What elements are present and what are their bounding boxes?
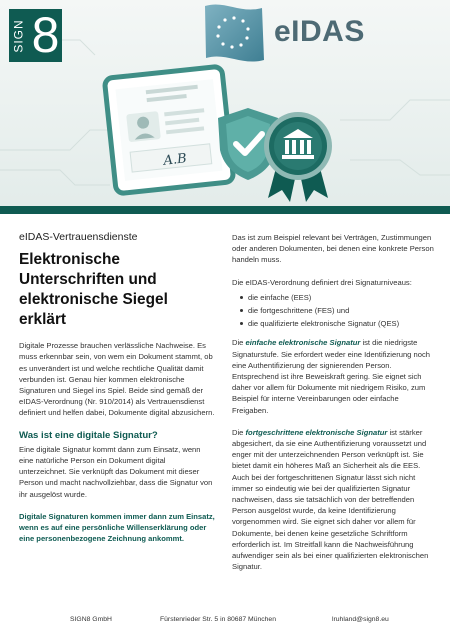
list-item: die einfache (EES): [240, 292, 436, 303]
footer-company: SIGN8 GmbH: [70, 616, 112, 623]
footer: [0, 616, 450, 630]
tablet-document-icon: [104, 66, 233, 194]
footer-address: Fürstenrieder Str. 5 in 80687 München: [160, 616, 276, 623]
logo-eight-text: 8: [31, 7, 60, 63]
right-paragraph-2: Die eIDAS-Verordnung definiert drei Signaturniveaus:: [232, 277, 412, 287]
brand-band: [0, 206, 450, 214]
section-heading: Was ist eine digitale Signatur?: [19, 429, 158, 441]
footer-email[interactable]: lruhland@sign8.eu: [332, 616, 389, 623]
list-item: die fortgeschrittene (FES) und: [240, 305, 436, 316]
signature-sample: A.B: [162, 151, 188, 169]
hero-illustration: [0, 0, 450, 206]
right-paragraph-1: Das ist zum Beispiel relevant bei Verträgen, Zustimmungen oder anderen Dokumenten, bei denen eine konkrete Person handeln muss.: [232, 233, 434, 265]
logo-sign-text: SIGN: [12, 18, 26, 53]
fes-paragraph: Die fortgeschrittene elektronische Signatur ist stärker abgesichert, da sie eine Authentifizierung voraussetzt und enger mit der unterzeichnenden Person verknüpft ist. Sie bietet damit ein höheres Maß an Sicherheit als die EES. Auch bei der fortgeschrittenen Signatur lässt sich nicht immer so eindeutig wie bei der qualifizierten Signatur nachweisen, dass sie tatsächlich von der betreffenden Person ausgelöst wurde, da keine Identifizierung vorgenommen wird. Sie eignet sich daher vor allem für Dokumente, bei denen keine gesetzliche Schriftform erforderlich ist. Im Streitfall kann die Nachweisführung aufwendiger sein als bei einer qualifizierten elektronischen Signatur.: [232, 427, 429, 572]
signature-levels-list: [240, 292, 436, 330]
eidas-label: eIDAS: [274, 15, 365, 48]
intro-paragraph: Digitale Prozesse brauchen verlässliche Nachweise. Es muss erkennbar sein, von wem ein Dokument stammt, ob es unverändert ist und welche rechtliche Qualität damit verbunden ist. Genau hier kommen elektronische Signaturen und Siegel ins Spiel. Beide sind gemäß der eIDAS-Verordnung (Nr. 910/2014) als Vertrauensdienst definiert und helfen dabei, Dokumente digital abzusichern.: [19, 341, 215, 418]
page-title: Elektronische Unterschriften und elektronische Siegel erklärt: [19, 251, 168, 329]
fes-term: fortgeschrittene elektronische Signatur: [245, 427, 388, 437]
left-column: [19, 232, 215, 555]
ees-paragraph: Die einfache elektronische Signatur ist die niedrigste Signaturstufe. Sie erfordert weder eine Identifizierung noch eine Authentifizierung der signierenden Person. Entsprechend ist ihre Beweiskraft gering. Sie eignet sich daher vor allem für Dokumente mit niedrigem Risiko, zum Beispiel für interne Vereinbarungen oder einfache Freigaben.: [232, 338, 430, 415]
body-paragraph: Eine digitale Signatur kommt dann zum Einsatz, wenn eine natürliche Person ein Dokument digital unterzeichnet. Sie verknüpft das Dokument mit dieser Person und macht nachvollziehbar, dass die Signatur von ihr ausgelöst wurde.: [19, 444, 213, 499]
kicker: eIDAS-Vertrauensdienste: [19, 231, 138, 243]
list-item: die qualifizierte elektronische Signatur (QES): [240, 318, 436, 329]
sign8-logo: [9, 9, 62, 62]
eu-flag-icon: [205, 4, 264, 61]
hero-banner: [0, 0, 450, 206]
callout-paragraph: Digitale Signaturen kommen immer dann zum Einsatz, wenn es auf eine persönliche Willenserklärung oder eine personenbezogene Zeichnung ankommt.: [19, 511, 215, 544]
right-column: [232, 232, 436, 583]
ees-term: einfache elektronische Signatur: [245, 338, 361, 348]
